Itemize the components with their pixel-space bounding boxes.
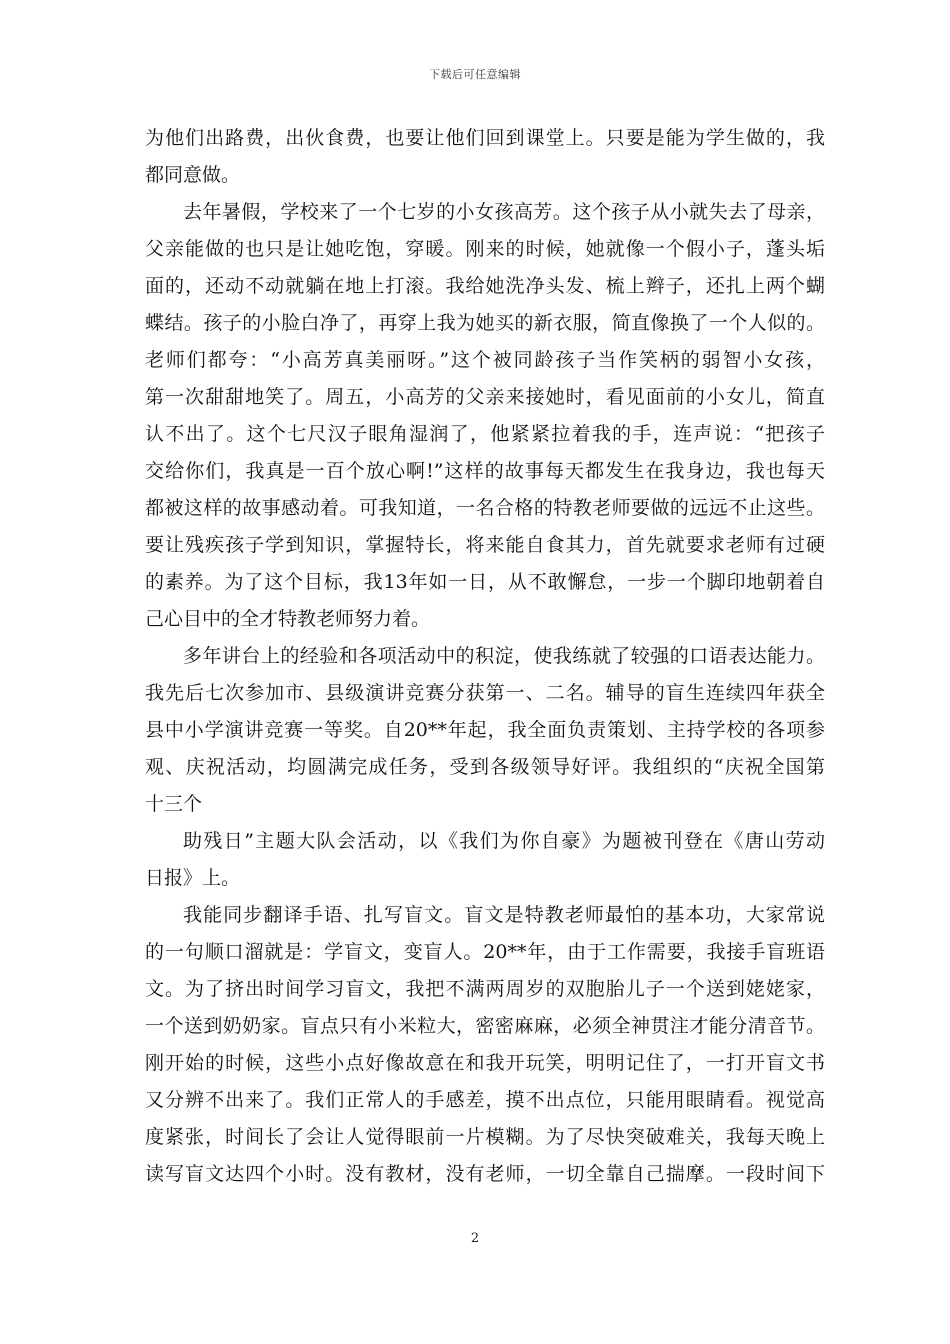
paragraph-first-line: 去年暑假，学校来了一个七岁的小女孩高芳。这个孩子从小就失去了母亲， — [183, 201, 825, 223]
text-line: 读写盲文达四个小时。没有教材，没有老师，一切全靠自己揣摩。一段时间下 — [145, 1163, 825, 1185]
text-line: 己心目中的全才特教老师努力着。 — [145, 608, 431, 630]
text-line: 度紧张，时间长了会让人觉得眼前一片模糊。为了尽快突破难关，我每天晚上 — [145, 1126, 825, 1148]
text-line: 刚开始的时候，这些小点好像故意在和我开玩笑，明明记住了，一打开盲文书 — [145, 1052, 825, 1074]
text-line: 蝶结。孩子的小脸白净了，再穿上我为她买的新衣服，简直像换了一个人似的。 — [145, 312, 825, 334]
text-line: 的一句顺口溜就是：学盲文，变盲人。20**年，由于工作需要，我接手盲班语 — [145, 941, 825, 963]
text-line: 都同意做。 — [145, 164, 241, 186]
text-line: 第一次甜甜地笑了。周五，小高芳的父亲来接她时，看见面前的小女儿，简直 — [145, 386, 825, 408]
text-line: 我先后七次参加市、县级演讲竞赛分获第一、二名。辅导的盲生连续四年获全 — [145, 682, 825, 704]
text-line: 观、庆祝活动，均圆满完成任务，受到各级领导好评。我组织的“庆祝全国第 — [145, 756, 825, 778]
text-line: 又分辨不出来了。我们正常人的手感差，摸不出点位，只能用眼睛看。视觉高 — [145, 1089, 825, 1111]
page-number: 2 — [470, 1231, 480, 1246]
paragraph-first-line: 多年讲台上的经验和各项活动中的积淀，使我练就了较强的口语表达能力。 — [183, 645, 825, 667]
text-line: 认不出了。这个七尺汉子眼角湿润了，他紧紧拉着我的手，连声说：“把孩子 — [145, 423, 825, 445]
text-line: 日报》上。 — [145, 867, 241, 889]
text-line: 都被这样的故事感动着。可我知道，一名合格的特教老师要做的远远不止这些。 — [145, 497, 825, 519]
text-line: 文。为了挤出时间学习盲文，我把不满两周岁的双胞胎儿子一个送到姥姥家， — [145, 978, 825, 1000]
page-header: 下载后可任意编辑 — [429, 68, 521, 81]
text-line: 面的，还动不动就躺在地上打滚。我给她洗净头发、梳上辫子，还扎上两个蝴 — [145, 275, 825, 297]
text-line: 的素养。为了这个目标，我13年如一日，从不敢懈怠，一步一个脚印地朝着自 — [145, 571, 825, 593]
text-line: 十三个 — [145, 793, 203, 815]
text-line: 要让残疾孩子学到知识，掌握特长，将来能自食其力，首先就要求老师有过硬 — [145, 534, 825, 556]
text-line: 县中小学演讲竞赛一等奖。自20**年起，我全面负责策划、主持学校的各项参 — [145, 719, 825, 741]
text-line: 一个送到奶奶家。盲点只有小米粒大，密密麻麻，必须全神贯注才能分清音节。 — [145, 1015, 825, 1037]
text-line: 为他们出路费，出伙食费，也要让他们回到课堂上。只要是能为学生做的，我 — [145, 127, 825, 149]
paragraph-first-line: 助残日”主题大队会活动，以《我们为你自豪》为题被刊登在《唐山劳动 — [183, 830, 825, 852]
text-line: 父亲能做的也只是让她吃饱，穿暖。刚来的时候，她就像一个假小子，蓬头垢 — [145, 238, 825, 260]
text-line: 老师们都夸：“小高芳真美丽呀。”这个被同龄孩子当作笑柄的弱智小女孩， — [145, 349, 825, 371]
paragraph-first-line: 我能同步翻译手语、扎写盲文。盲文是特教老师最怕的基本功，大家常说 — [183, 904, 825, 926]
text-line: 交给你们，我真是一百个放心啊!”这样的故事每天都发生在我身边，我也每天 — [145, 460, 825, 482]
